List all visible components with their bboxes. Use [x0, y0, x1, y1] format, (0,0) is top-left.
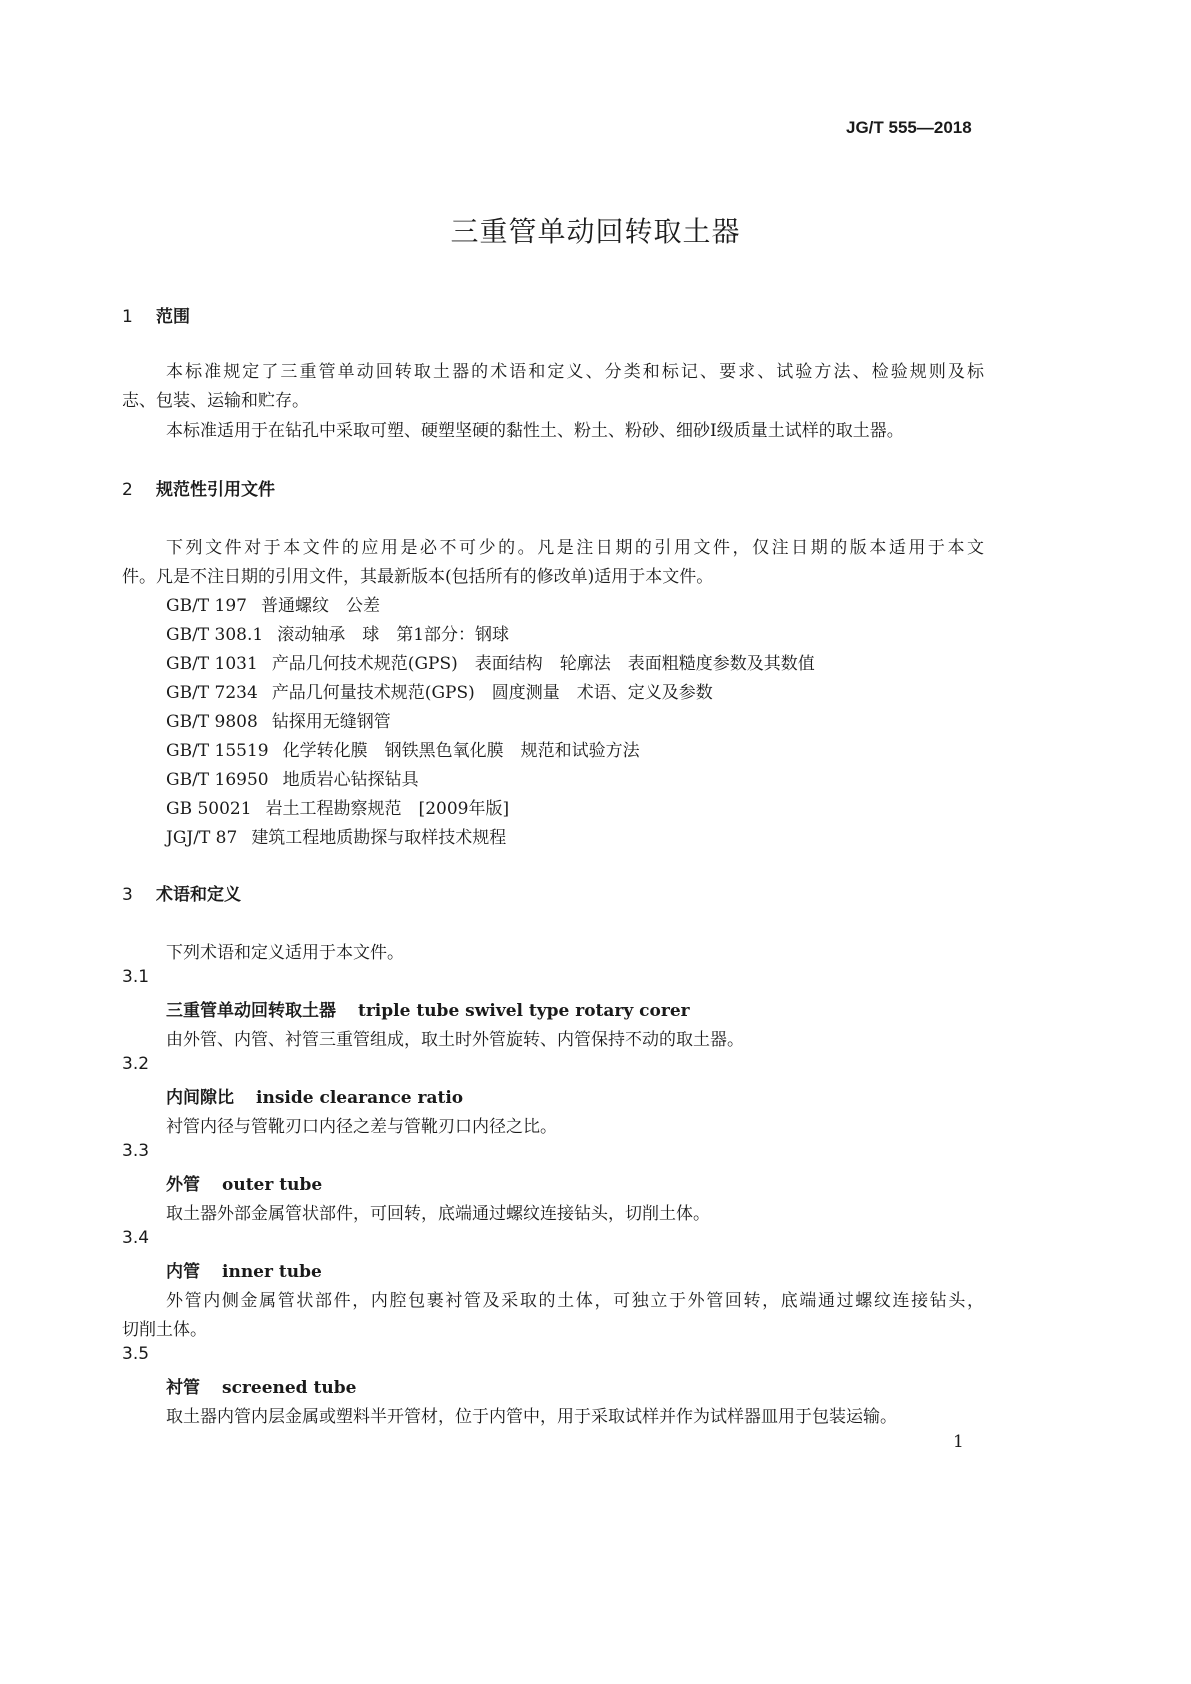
reference-title: 普通螺纹 公差	[261, 596, 380, 616]
section-number: 1	[122, 307, 133, 327]
scope-paragraph-1-line-1: 本标准规定了三重管单动回转取土器的术语和定义、分类和标记、要求、试验方法、检验规则及标	[166, 362, 984, 382]
term-chinese: 内管	[166, 1262, 200, 1282]
section-title: 范围	[156, 307, 190, 327]
reference-title: 产品几何量技术规范(GPS) 圆度测量 术语、定义及参数	[271, 683, 713, 703]
term-definition-line-1: 外管内侧金属管状部件，内腔包裹衬管及采取的土体，可独立于外管回转，底端通过螺纹连接钻头，	[166, 1291, 984, 1311]
reference-item	[166, 678, 713, 703]
section-2-heading	[122, 475, 275, 500]
reference-item	[166, 823, 506, 848]
reference-title: 钻探用无缝钢管	[271, 712, 391, 732]
section-title: 规范性引用文件	[156, 480, 275, 500]
term-chinese: 内间隙比	[166, 1088, 234, 1108]
term-english: outer tube	[222, 1175, 323, 1195]
standard-code: JG/T 555—2018	[846, 118, 972, 137]
reference-title: 建筑工程地质勘探与取样技术规程	[251, 828, 507, 848]
term-definition: 取土器外部金属管状部件，可回转，底端通过螺纹连接钻头，切削土体。	[166, 1204, 710, 1224]
clause-number: 3.1	[122, 967, 150, 987]
term-heading	[166, 1170, 322, 1195]
reference-item	[166, 620, 509, 645]
term-heading	[166, 1257, 322, 1282]
reference-item	[166, 736, 640, 761]
reference-item	[166, 794, 509, 819]
reference-code: GB/T 1031	[166, 654, 258, 674]
reference-item	[166, 765, 419, 790]
section-number: 2	[122, 480, 133, 500]
reference-code: GB/T 308.1	[166, 625, 264, 645]
term-chinese: 三重管单动回转取土器	[166, 1001, 336, 1021]
term-chinese: 衬管	[166, 1378, 200, 1398]
reference-item	[166, 707, 391, 732]
references-intro-line-2: 件。凡是不注日期的引用文件，其最新版本(包括所有的修改单)适用于本文件。	[122, 567, 714, 587]
clause-number: 3.3	[122, 1141, 150, 1161]
term-heading	[166, 1373, 356, 1398]
scope-paragraph-1-line-2: 志、包装、运输和贮存。	[122, 391, 309, 411]
term-heading	[166, 996, 690, 1021]
reference-code: GB/T 9808	[166, 712, 258, 732]
section-title: 术语和定义	[156, 885, 241, 905]
reference-title: 岩土工程勘察规范 [2009年版]	[265, 799, 510, 819]
term-definition: 衬管内径与管靴刃口内径之差与管靴刃口内径之比。	[166, 1117, 557, 1137]
reference-code: GB 50021	[166, 799, 252, 819]
term-definition-line-2: 切削土体。	[122, 1320, 207, 1340]
reference-title: 地质岩心钻探钻具	[282, 770, 419, 790]
section-1-heading	[122, 302, 190, 327]
reference-title: 滚动轴承 球 第1部分：钢球	[277, 625, 510, 645]
term-definition: 由外管、内管、衬管三重管组成，取土时外管旋转、内管保持不动的取土器。	[166, 1030, 744, 1050]
terms-intro: 下列术语和定义适用于本文件。	[166, 943, 404, 963]
reference-title: 化学转化膜 钢铁黑色氧化膜 规范和试验方法	[282, 741, 640, 761]
term-english: triple tube swivel type rotary corer	[358, 1001, 690, 1021]
reference-title: 产品几何技术规范(GPS) 表面结构 轮廓法 表面粗糙度参数及其数值	[271, 654, 815, 674]
document-title: 三重管单动回转取土器	[450, 215, 741, 248]
clause-number: 3.4	[122, 1228, 150, 1248]
reference-code: JGJ/T 87	[166, 828, 238, 848]
reference-item	[166, 591, 380, 616]
page-number: 1	[953, 1432, 964, 1452]
term-chinese: 外管	[166, 1175, 200, 1195]
clause-number: 3.5	[122, 1344, 150, 1364]
clause-number: 3.2	[122, 1054, 150, 1074]
reference-code: GB/T 7234	[166, 683, 258, 703]
term-heading	[166, 1083, 463, 1108]
reference-item	[166, 649, 815, 674]
reference-code: GB/T 15519	[166, 741, 269, 761]
reference-code: GB/T 16950	[166, 770, 269, 790]
term-english: inside clearance ratio	[256, 1088, 464, 1108]
scope-paragraph-2: 本标准适用于在钻孔中采取可塑、硬塑坚硬的黏性土、粉土、粉砂、细砂Ⅰ级质量土试样的取土器。	[166, 421, 904, 441]
reference-code: GB/T 197	[166, 596, 247, 616]
term-english: screened tube	[222, 1378, 357, 1398]
section-3-heading	[122, 880, 241, 905]
references-intro-line-1: 下列文件对于本文件的应用是必不可少的。凡是注日期的引用文件，仅注日期的版本适用于本文	[166, 538, 984, 558]
term-english: inner tube	[222, 1262, 322, 1282]
term-definition: 取土器内管内层金属或塑料半开管材，位于内管中，用于采取试样并作为试样器皿用于包装运输。	[166, 1407, 897, 1427]
section-number: 3	[122, 885, 133, 905]
